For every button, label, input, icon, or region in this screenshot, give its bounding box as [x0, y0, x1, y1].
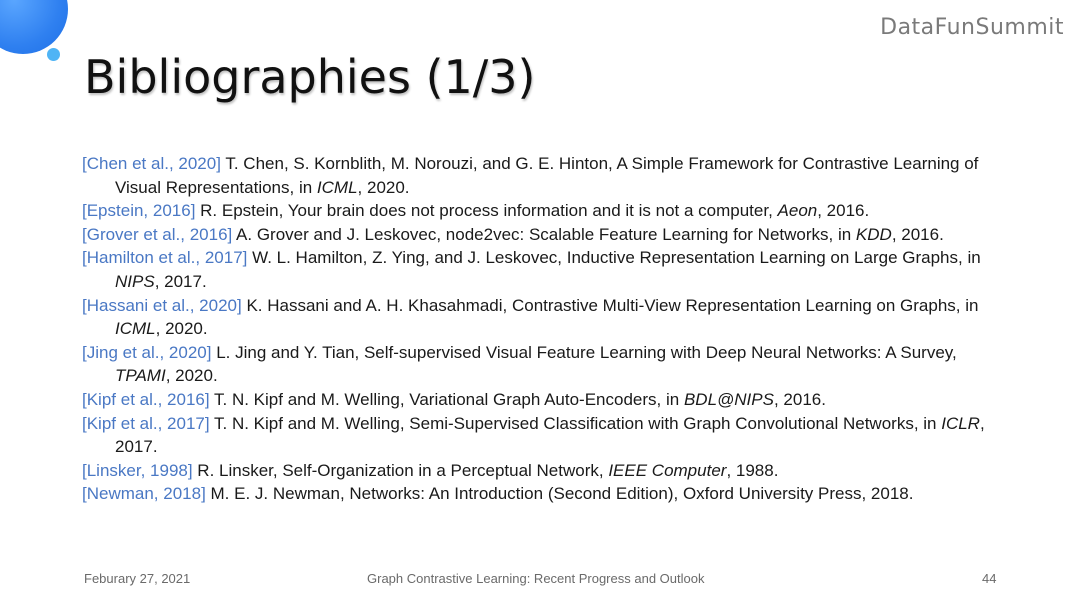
reference-key: [Hassani et al., 2020]: [82, 295, 242, 315]
reference-list: [82, 152, 1007, 506]
reference-text: T. N. Kipf and M. Welling, Variational Graph Auto-Encoders, in: [209, 389, 684, 409]
reference-item: [82, 223, 1007, 247]
reference-item: [82, 341, 1007, 388]
reference-venue: BDL@NIPS: [683, 389, 774, 409]
reference-key: [Linsker, 1998]: [82, 460, 193, 480]
reference-venue: ICML: [316, 177, 358, 197]
reference-text: T. Chen, S. Kornblith, M. Norouzi, and G. E. Hinton, A Simple Framework for Contrastive Learning of Visual Representations, in: [115, 154, 979, 197]
reference-key: [Hamilton et al., 2017]: [82, 248, 248, 268]
reference-tail: , 2020.: [155, 319, 208, 339]
corner-decoration-circle: [0, 0, 68, 54]
page-number: 44: [982, 571, 997, 586]
reference-text: L. Jing and Y. Tian, Self-supervised Visual Feature Learning with Deep Neural Networks: A Survey,: [211, 342, 957, 362]
footer-talk-title: Graph Contrastive Learning: Recent Progress and Outlook: [367, 571, 705, 586]
reference-venue: ICML: [115, 319, 156, 339]
reference-tail: , 2016.: [773, 389, 826, 409]
reference-text: W. L. Hamilton, Z. Ying, and J. Leskovec, Inductive Representation Learning on Large Graphs, in: [247, 248, 981, 268]
reference-text: K. Hassani and A. H. Khasahmadi, Contrastive Multi-View Representation Learning on Graphs, in: [241, 295, 979, 315]
reference-item: [82, 294, 1007, 341]
reference-tail: , 2020.: [357, 177, 410, 197]
reference-key: [Chen et al., 2020]: [82, 154, 221, 173]
reference-tail: , 2020.: [165, 366, 218, 386]
reference-key: [Newman, 2018]: [82, 484, 206, 504]
reference-venue: TPAMI: [115, 366, 166, 386]
reference-venue: IEEE Computer: [608, 460, 727, 480]
reference-key: [Kipf et al., 2016]: [82, 389, 210, 409]
reference-text: R. Linsker, Self-Organization in a Perceptual Network,: [192, 460, 609, 480]
reference-key: [Jing et al., 2020]: [82, 342, 212, 362]
reference-text: M. E. J. Newman, Networks: An Introduction (Second Edition), Oxford University Press, 2018.: [205, 484, 914, 504]
reference-key: [Kipf et al., 2017]: [82, 413, 210, 433]
brand-logo-text: DataFunSummit: [880, 15, 1064, 40]
reference-item: [82, 482, 1007, 506]
reference-key: [Grover et al., 2016]: [82, 224, 233, 244]
reference-tail: , 2017.: [115, 413, 985, 457]
reference-item: [82, 199, 1007, 223]
reference-venue: NIPS: [115, 271, 155, 291]
reference-item: [82, 412, 1007, 459]
reference-text: R. Epstein, Your brain does not process information and it is not a computer,: [195, 201, 778, 221]
reference-tail: , 2016.: [817, 201, 870, 221]
reference-venue: KDD: [855, 224, 892, 244]
reference-key: [Epstein, 2016]: [82, 201, 196, 221]
reference-text: A. Grover and J. Leskovec, node2vec: Scalable Feature Learning for Networks, in: [232, 224, 856, 244]
reference-venue: Aeon: [777, 201, 818, 221]
slide-title: Bibliographies (1/3): [84, 50, 536, 104]
reference-text: T. N. Kipf and M. Welling, Semi-Supervised Classification with Graph Convolutional Networks, in: [209, 413, 942, 433]
reference-tail: , 1988.: [726, 460, 779, 480]
footer-date: Feburary 27, 2021: [84, 571, 191, 586]
corner-decoration-dot: [47, 48, 60, 61]
reference-item: [82, 246, 1007, 293]
reference-item: [82, 152, 1007, 199]
reference-item: [82, 388, 1007, 412]
reference-tail: , 2017.: [154, 271, 207, 291]
reference-venue: ICLR: [941, 413, 980, 433]
reference-tail: , 2016.: [891, 224, 944, 244]
reference-item: [82, 459, 1007, 483]
